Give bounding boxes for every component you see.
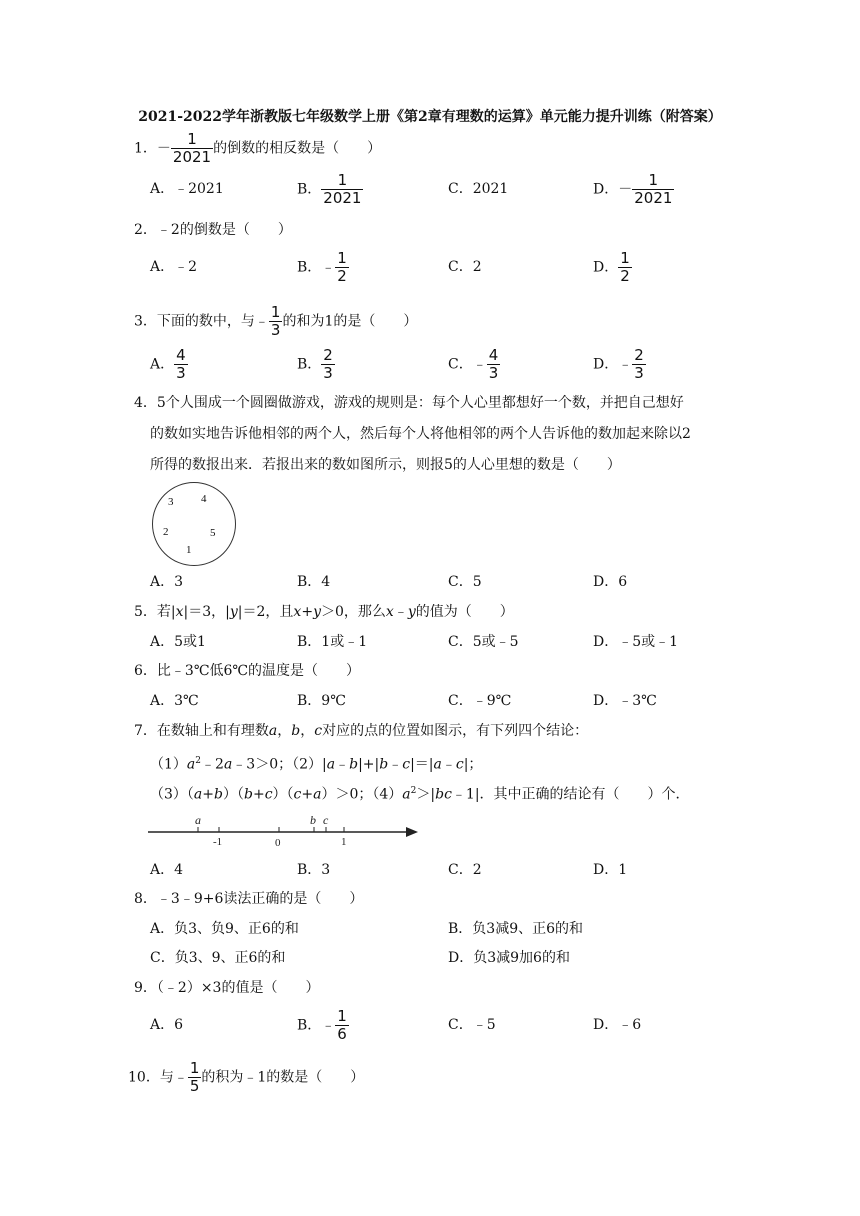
q8-option-d: D．负3减9加6的和 <box>448 950 570 966</box>
q3-option-c: C．﹣ $\frac{4}{3}$ <box>448 346 499 382</box>
q9-option-c: C．﹣5 <box>448 1017 496 1033</box>
number-line-arrow <box>406 827 418 837</box>
axis-label-b: b <box>310 813 316 827</box>
question-4-line-1: 4．5个人围成一个圆圈做游戏，游戏的规则是：每个人心里都想好一个数，并把自己想好 <box>134 395 684 411</box>
q1-option-d: D．－ $\frac{1}{2021}$ <box>593 171 673 207</box>
question-7-statements-1: $(1)a^2﹣2a﹣3>0$；（2）|a﹣b|+|b﹣c|＝|a﹣c|； <box>150 756 483 773</box>
question-5: 5．若|x|＝3，|y|＝2，且x+y＞0，那么x﹣y的值为（ ） <box>134 604 514 620</box>
q4-option-a: A．3 <box>150 574 184 590</box>
axis-label-1: 1 <box>341 836 347 848</box>
question-10: 10．与﹣ $\frac{1}{5}$ 的积为﹣1的数是（ ） <box>128 1059 365 1095</box>
question-2: 2．﹣2的倒数是（ ） <box>134 222 292 238</box>
q6-option-a: A．3℃ <box>150 693 199 709</box>
question-3: 3．下面的数中，与﹣ $\frac{1}{3}$ 的和为1的是（ ） <box>134 303 418 339</box>
q2-option-d: D． $\frac{1}{2}$ <box>593 249 630 285</box>
question-7-statements-2: （3）（a+b）（b+c）（c+a）＞0；$(4)a^2>|bc﹣1|$．其中正确的结论有（ ）个． <box>150 786 690 803</box>
q2-option-b: B．﹣ $\frac{1}{2}$ <box>297 249 347 285</box>
q7-option-d: D．1 <box>593 862 628 878</box>
question-6: 6．比﹣3℃低6℃的温度是（ ） <box>134 663 361 679</box>
question-7: 7．在数轴上和有理数a，b，c对应的点的位置如图示，有下列四个结论： <box>134 723 589 739</box>
q1-option-a: A．﹣2021 <box>150 181 224 197</box>
q5-option-d: D．﹣5或﹣1 <box>593 634 679 650</box>
q2-option-a: A．﹣2 <box>150 259 198 275</box>
q3-option-b: B． $\frac{2}{3}$ <box>297 346 333 382</box>
question-9: 9．（﹣2）×3的值是（ ） <box>134 980 320 996</box>
q8-option-b: B．负3减9、正6的和 <box>448 921 584 937</box>
q6-option-b: B．9℃ <box>297 693 346 709</box>
axis-label-0: 0 <box>275 837 281 849</box>
axis-label-c: c <box>323 813 329 827</box>
circle-number: 5 <box>210 527 216 539</box>
question-4-line-2: 的数如实地告诉他相邻的两个人，然后每个人将他相邻的两个人告诉他的数加起来除以2 <box>150 426 691 442</box>
q7-option-c: C．2 <box>448 862 482 878</box>
circle-number: 2 <box>163 526 169 538</box>
circle-number: 1 <box>186 544 192 556</box>
q9-option-a: A．6 <box>150 1017 184 1033</box>
fraction: $\frac{1}{2021}$ <box>172 130 212 166</box>
q2-option-c: C．2 <box>448 259 482 275</box>
circle-figure <box>152 482 236 566</box>
number-line-figure <box>148 812 428 852</box>
q6-option-d: D．﹣3℃ <box>593 693 657 709</box>
question-4-line-3: 所得的数报出来．若报出来的数如图所示，则报5的人心里想的数是（ ） <box>150 457 621 473</box>
q9-option-b: B．﹣ $\frac{1}{6}$ <box>297 1007 347 1043</box>
circle-number: 4 <box>201 493 207 505</box>
q5-option-c: C．5或﹣5 <box>448 634 519 650</box>
q3-option-a: A． $\frac{4}{3}$ <box>150 346 186 382</box>
q7-option-b: B．3 <box>297 862 331 878</box>
q8-option-a: A．负3、负9、正6的和 <box>150 921 299 937</box>
q3-option-d: D．﹣ $\frac{2}{3}$ <box>593 346 644 382</box>
document-title: 2021-2022学年浙教版七年级数学上册《第2章有理数的运算》单元能力提升训练（附答案） <box>138 109 722 125</box>
q9-option-d: D．﹣6 <box>593 1017 642 1033</box>
question-1: 1．－ $\frac{1}{2021}$ 的倒数的相反数是（ ） <box>134 130 382 166</box>
q1-option-c: C．2021 <box>448 181 509 197</box>
q8-option-c: C．负3、9、正6的和 <box>150 950 286 966</box>
axis-label-a: a <box>195 813 201 827</box>
circle-number: 3 <box>168 496 174 508</box>
q6-option-c: C．﹣9℃ <box>448 693 512 709</box>
q5-option-b: B．1或﹣1 <box>297 634 368 650</box>
q4-option-d: D．6 <box>593 574 628 590</box>
q5-option-a: A．5或1 <box>150 634 206 650</box>
q4-option-b: B．4 <box>297 574 331 590</box>
q4-option-c: C．5 <box>448 574 482 590</box>
q1-option-b: B． $\frac{1}{2021}$ <box>297 171 362 207</box>
axis-label-minus-1: -1 <box>213 836 223 848</box>
question-8: 8．﹣3﹣9+6读法正确的是（ ） <box>134 891 364 907</box>
q7-option-a: A．4 <box>150 862 184 878</box>
